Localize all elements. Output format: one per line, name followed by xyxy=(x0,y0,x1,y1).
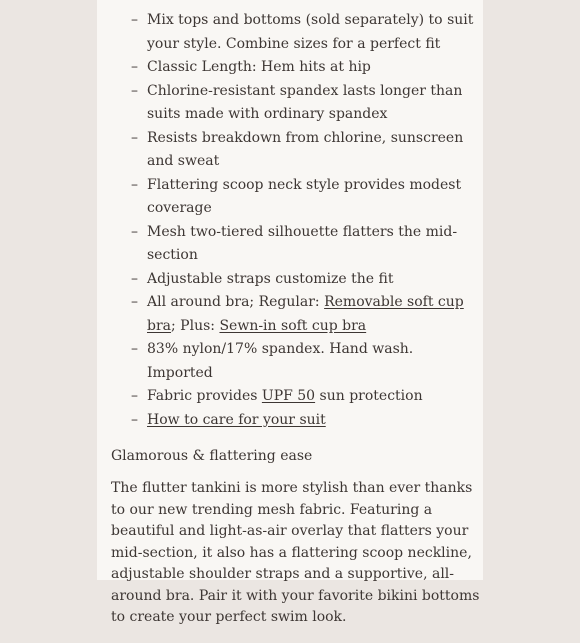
dash-bullet: – xyxy=(131,59,138,75)
sewn-in-soft-cup-bra-link[interactable]: Sewn-in soft cup bra xyxy=(219,317,367,334)
feature-item-bra: – All around bra; Regular: Removable soft cup bra; Plus: Sewn-in soft cup bra xyxy=(111,291,481,338)
product-description: The flutter tankini is more stylish than ever thanks to our new trending mesh fabric. Featuring a beautiful and light-as-air overlay that flatters your mid-section, it also has a flattering scoop neckline, adjustable shoulder straps and a supportive, all-around bra. Pair it with your favorite bikini bottoms to create your perfect swim look. xyxy=(111,480,480,625)
dash-bullet: – xyxy=(131,388,138,404)
dash-bullet: – xyxy=(131,341,138,357)
feature-item: – Classic Length: Hem hits at hip xyxy=(111,56,481,80)
feature-item: – Mix tops and bottoms (sold separately) to suit your style. Combine sizes for a perfect fit xyxy=(111,9,481,56)
feature-item: – Chlorine-resistant spandex lasts longer than suits made with ordinary spandex xyxy=(111,80,481,127)
dash-bullet: – xyxy=(131,223,138,240)
feature-item: – Flattering scoop neck style provides modest coverage xyxy=(111,174,481,221)
feature-list xyxy=(111,9,481,432)
dash-bullet: – xyxy=(131,270,138,287)
removable-soft-cup-bra-link[interactable]: Removable soft cup bra xyxy=(147,294,464,334)
dash-bullet: – xyxy=(131,82,138,99)
section-subheading: Glamorous & flattering ease xyxy=(111,448,313,464)
dash-bullet: – xyxy=(131,129,138,146)
dash-bullet: – xyxy=(131,294,138,310)
dash-bullet: – xyxy=(131,176,138,193)
dash-bullet: – xyxy=(131,12,138,28)
upf-50-link[interactable]: UPF 50 xyxy=(261,388,316,404)
product-details xyxy=(111,9,481,643)
feature-item: – Resists breakdown from chlorine, sunscreen and sweat xyxy=(111,127,481,174)
care-instructions-link[interactable]: How to care for your suit xyxy=(147,411,326,428)
feature-item-care xyxy=(111,409,481,433)
feature-item: – Adjustable straps customize the fit xyxy=(111,268,481,292)
dash-bullet: – xyxy=(131,411,138,428)
feature-item-material: – 83% nylon/17% spandex. Hand wash. Imported xyxy=(111,338,481,385)
feature-item: – Mesh two-tiered silhouette flatters the mid-section xyxy=(111,221,481,268)
feature-item-upf: – Fabric provides UPF 50 sun protection xyxy=(111,385,481,409)
